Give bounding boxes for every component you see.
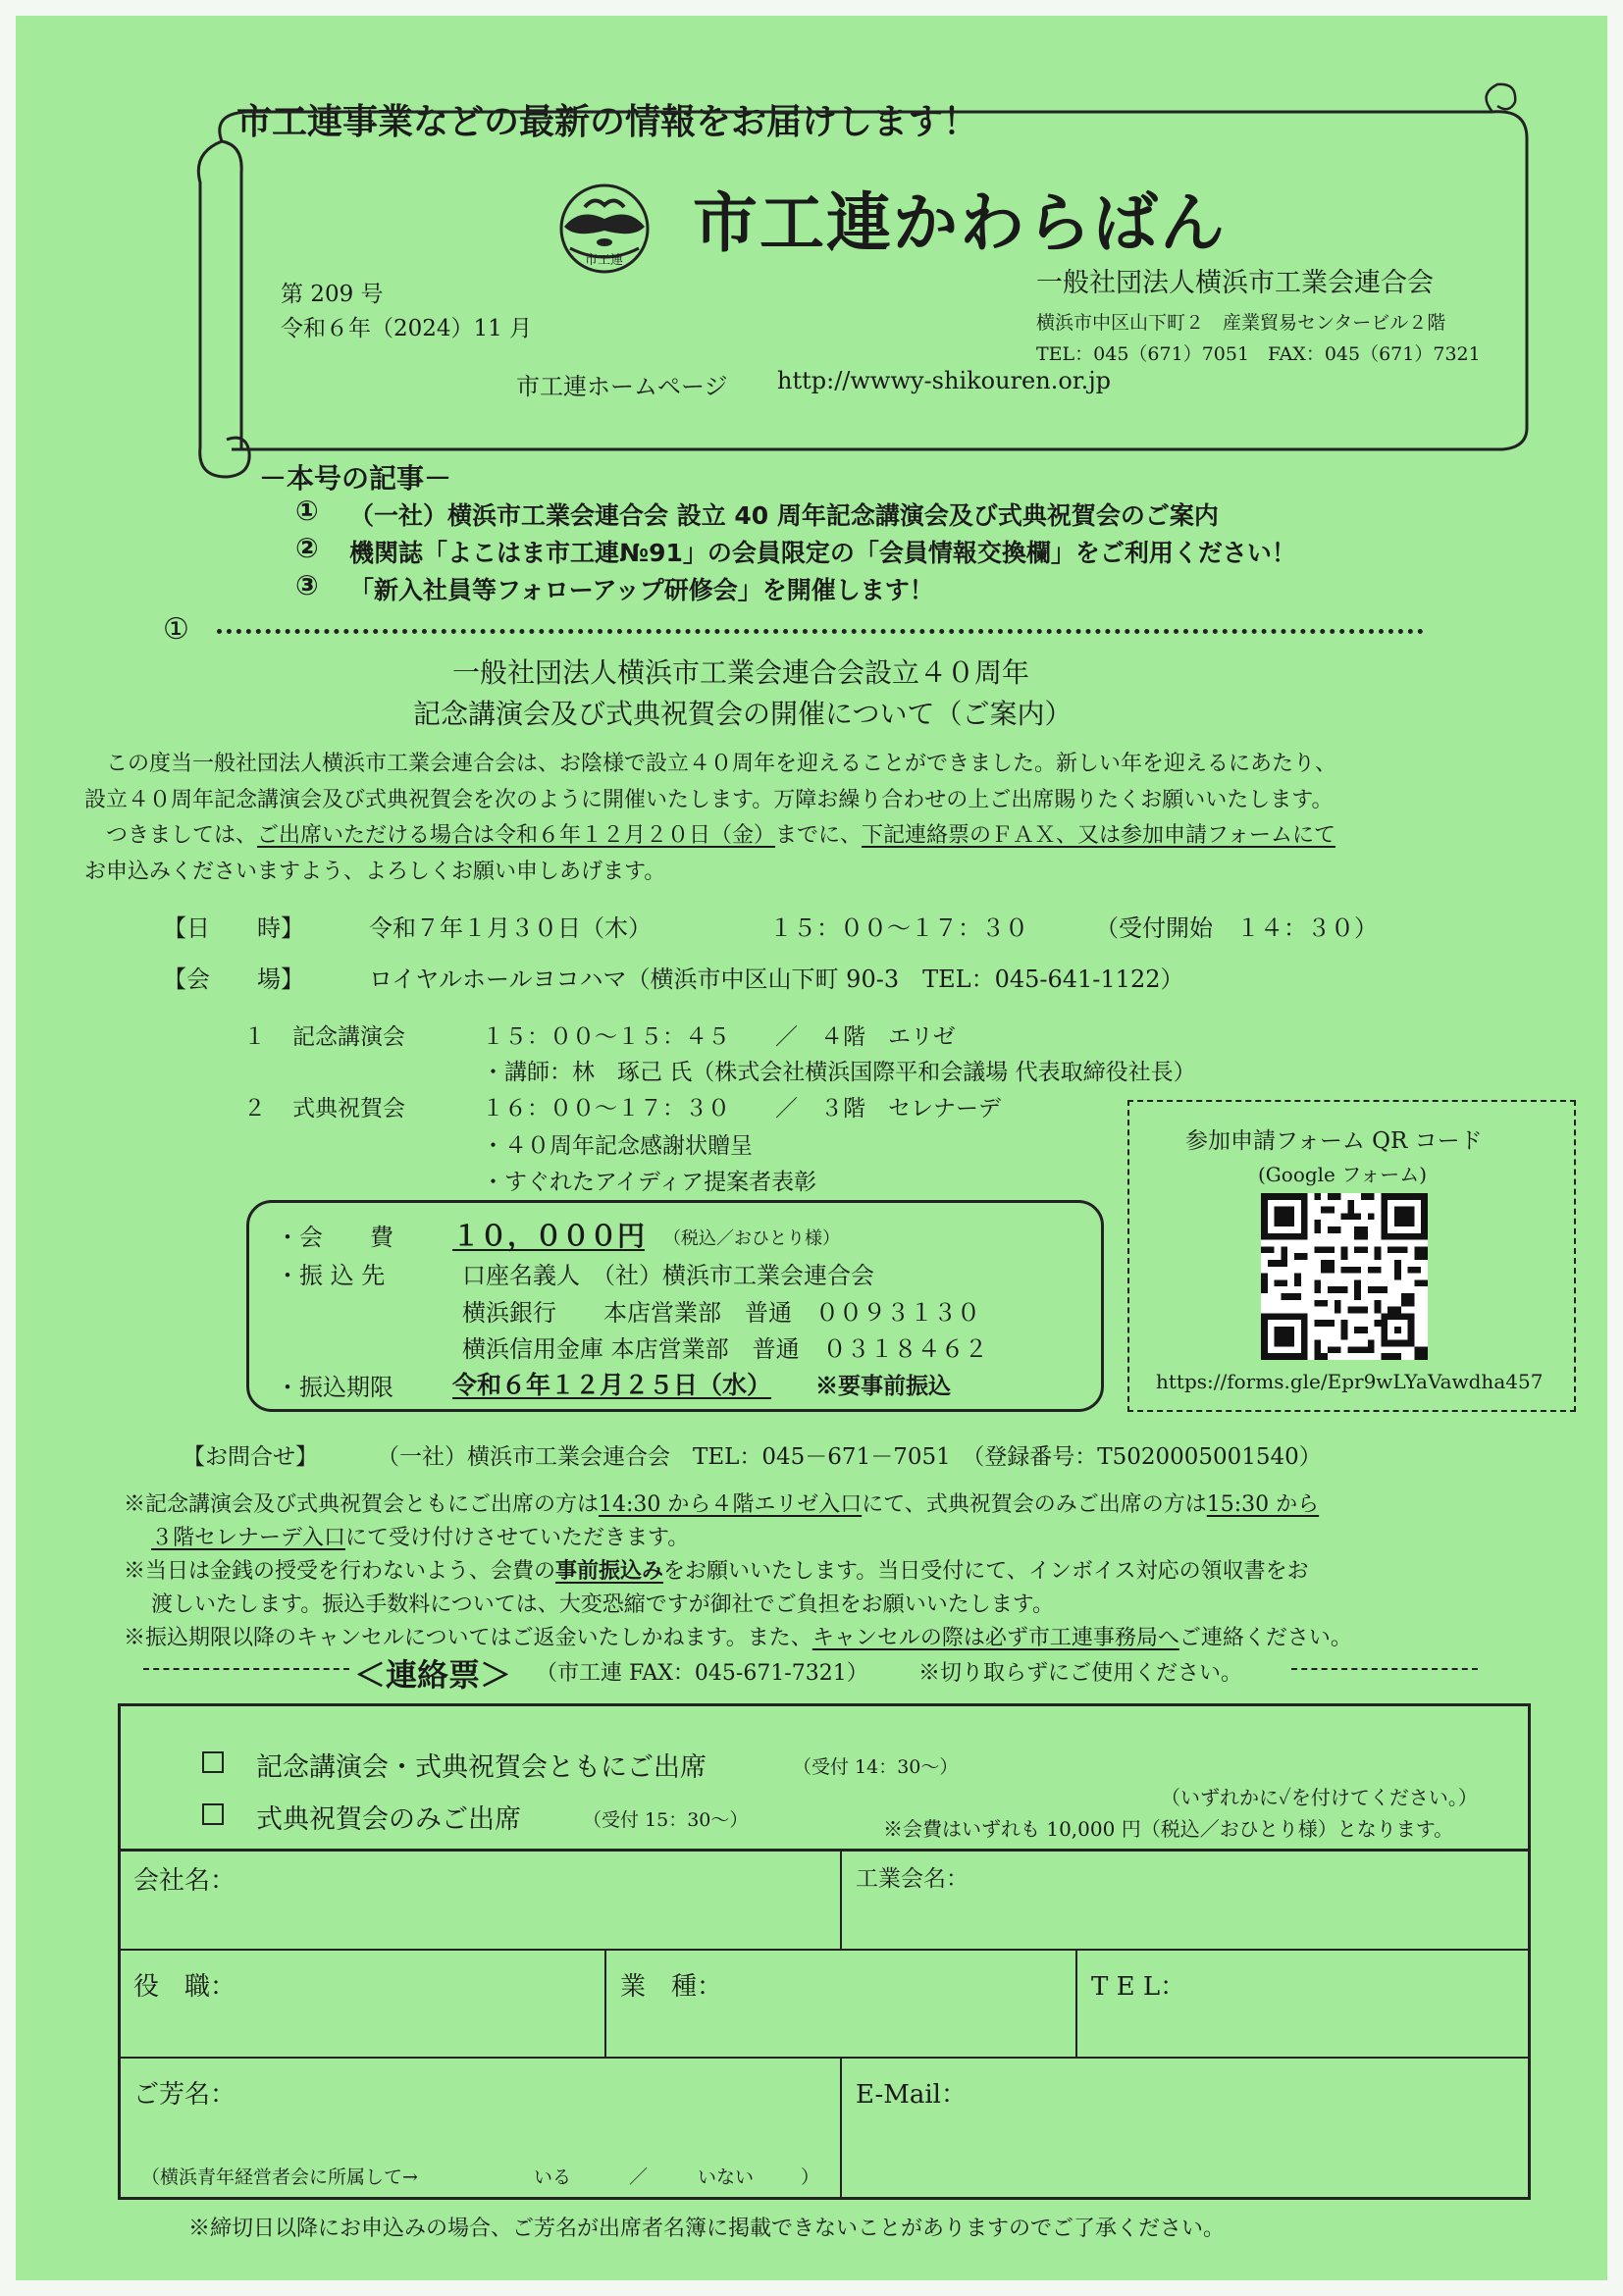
form-fee-note: ※会費はいずれも 10,000 円（税込／おひとり様）となります。 [883, 1817, 1454, 1841]
note-2-b: 事前振込み [555, 1558, 664, 1584]
venue-label: 【会 場】 [163, 965, 304, 993]
cut-line-right [1291, 1668, 1478, 1670]
note-2-c: をお願いいたします。当日受付にて、インボイス対応の領収書をお [663, 1559, 1309, 1584]
org-name: 一般社団法人横浜市工業会連合会 [1036, 268, 1434, 298]
youth-no-option[interactable]: いない [698, 2166, 755, 2188]
date-label: 【日 時】 [163, 914, 304, 942]
article-paragraph-3 [106, 818, 1335, 849]
note-1-a: ※記念講演会及び式典祝賀会ともにご出席の方は [124, 1492, 600, 1517]
rsvp-deadline: ご出席いただける場合は令和６年１２月２０日（金） [257, 823, 776, 848]
note-1-b: 14:30 から４階エリゼ入口 [599, 1492, 863, 1517]
article-paragraph-4: お申込みくださいますよう、よろしくお願い申しあげます。 [84, 860, 666, 884]
article-marker: ① [163, 612, 189, 647]
note-3-c: ご連絡ください。 [1178, 1626, 1352, 1650]
form-col-line-1 [840, 1849, 842, 1949]
option-both-note: （受付 14：30～） [793, 1756, 959, 1778]
note-3-a: ※振込期限以降のキャンセルについてはご返金いたしかねます。また、 [124, 1626, 812, 1650]
note-3-b: キャンセルの際は必ず市工連事務局へ [812, 1626, 1179, 1650]
check-instruction: （いずれかに✓を付けてください。） [1161, 1786, 1478, 1809]
industry-field[interactable]: 業 種： [620, 1972, 723, 2002]
program-1-speaker: ・講師：林 琢己 氏（株式会社横浜国際平和会議場 代表取締役社長） [482, 1060, 1196, 1085]
note-1-line-2 [151, 1521, 689, 1551]
logo-text: 市工連 [585, 253, 624, 268]
issue-date: 令和６年（2024）11 月 [281, 316, 533, 341]
email-field[interactable]: E-Mail： [856, 2080, 968, 2110]
homepage-link[interactable]: http://wwwy-shikouren.or.jp [777, 367, 1112, 394]
tagline: 市工連事業などの最新の情報をお届けします！ [236, 102, 979, 142]
toc-item-3[interactable]: 「新入社員等フォローアップ研修会」を開催します！ [349, 576, 934, 604]
note-1-e: ３階セレナーデ入口 [151, 1526, 346, 1550]
contact-value: （一社）横浜市工業会連合会 TEL：045－671－7051 （登録番号：T5020005001540） [377, 1444, 1322, 1470]
program-1-name: 記念講演会 [292, 1024, 405, 1050]
venue-value: ロイヤルホールヨコハマ（横浜市中区山下町 90-3 TEL：045-641-1122） [369, 965, 1184, 993]
fee-label: ・会 費 [276, 1224, 393, 1251]
toc-item-2[interactable]: 機関誌「よこはま市工連№91」の会員限定の「会員情報交換欄」をご利用ください！ [349, 539, 1296, 567]
youth-close: ） [801, 2166, 820, 2188]
program-1-num: １ [243, 1024, 266, 1050]
contact-label: 【お問合せ】 [183, 1444, 318, 1470]
note-2-line-2: 渡しいたします。振込手数料については、大変恐縮ですが御社でご負担をお願いいたします。 [151, 1592, 1055, 1617]
program-2-time: １６：００～１７：３０ ／ ３階 セレナーデ [482, 1096, 1001, 1122]
program-2-award-2: ・すぐれたアイディア提案者表彰 [482, 1170, 817, 1195]
note-1-f: にて受け付けさせていただきます。 [345, 1526, 690, 1550]
date-value: 令和７年１月３０日（木） [369, 914, 652, 942]
program-2-name: 式典祝賀会 [292, 1096, 405, 1122]
form-row-line-1 [118, 1949, 1531, 1951]
note-1-c: にて、式典祝賀会のみご出席の方は [862, 1492, 1207, 1517]
option-gala-note: （受付 15：30～） [583, 1809, 749, 1831]
form-row-line-2 [118, 2057, 1531, 2059]
form-divider-top [118, 1849, 1531, 1852]
article-title-line1: 一般社団法人横浜市工業会連合会設立４０周年 [452, 656, 1030, 689]
time-value: １５：００～１７：３０ [769, 914, 1028, 942]
program-2-num: ２ [243, 1096, 266, 1122]
deadline-note: ※要事前振込 [815, 1373, 951, 1399]
toc-item-2-num: ② [295, 532, 319, 564]
newsletter-page [16, 16, 1607, 2280]
program-2-award-1: ・４０周年記念感謝状贈呈 [482, 1133, 753, 1159]
form-col-line-4 [840, 2057, 842, 2200]
article-title-line2: 記念講演会及び式典祝賀会の開催について（ご案内） [413, 698, 1073, 730]
program-1-time: １５：００～１５：４５ ／ ４階 エリゼ [482, 1024, 956, 1050]
article-divider [217, 629, 1424, 634]
qr-subtitle: (Google フォーム) [1258, 1163, 1428, 1186]
qr-title: 参加申請フォーム QR コード [1185, 1128, 1483, 1154]
fee-value: １０，０００円 [452, 1220, 646, 1252]
toc-item-1[interactable]: （一社）横浜市工業会連合会 設立 40 周年記念講演会及び式典祝賀会のご案内 [349, 501, 1219, 530]
option-gala-label: 式典祝賀会のみご出席 [256, 1804, 521, 1835]
qr-code-icon[interactable] [1261, 1193, 1428, 1360]
para3-c: までに、 [775, 823, 863, 848]
note-2-a: ※当日は金銭の授受を行わないよう、会費の [124, 1559, 556, 1584]
para3-a: つきましては、 [106, 823, 258, 848]
account-name: 口座名義人 （社）横浜市工業会連合会 [462, 1262, 874, 1289]
note-1-line-1 [124, 1487, 1319, 1518]
youth-separator: ／ [629, 2166, 649, 2188]
bank-account-2: 横浜信用金庫 本店営業部 普通 ０３１８４６２ [462, 1335, 988, 1363]
qr-url[interactable]: https://forms.gle/Epr9wLYaVawdha457 [1156, 1370, 1544, 1393]
youth-yes-option[interactable]: いる [534, 2166, 572, 2188]
checkbox-both[interactable] [202, 1751, 224, 1773]
article-paragraph-1: この度当一般社団法人横浜市工業会連合会は、お陰様で設立４０周年を迎えることができました。新しい年を迎えるにあたり、 [106, 752, 1337, 776]
org-tel-fax: TEL：045（671）7051 FAX：045（671）7321 [1036, 343, 1481, 365]
cut-line-left [143, 1668, 349, 1670]
issue-number: 第 209 号 [281, 282, 384, 307]
rsvp-method: 下記連絡票のＦＡＸ、又は参加申請フォームにて [862, 823, 1335, 848]
association-field[interactable]: 工業会名： [856, 1866, 969, 1892]
reception-time: （受付開始 １４：３０） [1095, 914, 1378, 942]
form-col-line-2 [604, 1949, 606, 2057]
newsletter-title: 市工連かわらばん [693, 185, 1227, 261]
note-1-d: 15:30 から [1206, 1492, 1320, 1517]
bank-account-1: 横浜銀行 本店営業部 普通 ００９３１３０ [462, 1299, 980, 1327]
deadline-label: ・振込期限 [276, 1374, 393, 1401]
note-2-line-1 [124, 1554, 1309, 1585]
note-3 [124, 1621, 1352, 1651]
option-both-label: 記念講演会・式典祝賀会ともにご出席 [256, 1752, 707, 1783]
article-paragraph-2: 設立４０周年記念講演会及び式典祝賀会を次のように開催いたします。万障お繰り合わせの上ご出席賜りたくお願いいたします。 [84, 788, 1334, 812]
toc-heading: －本号の記事－ [259, 462, 452, 495]
tel-field[interactable]: T E L： [1091, 1972, 1186, 2002]
deadline-value: 令和６年１２月２５日（水） [452, 1371, 772, 1399]
name-field[interactable]: ご芳名： [133, 2080, 236, 2110]
company-field[interactable]: 会社名： [133, 1866, 236, 1896]
transfer-label: ・振 込 先 [276, 1262, 386, 1289]
toc-item-3-num: ③ [295, 569, 319, 601]
form-heading: ＜連絡票＞ [354, 1656, 512, 1694]
position-field[interactable]: 役 職： [133, 1972, 236, 2002]
homepage-label: 市工連ホームページ [516, 373, 728, 400]
youth-association-label: （横浜青年経営者会に所属して→ [141, 2166, 418, 2188]
fee-note: （税込／おひとり様） [663, 1228, 840, 1249]
checkbox-gala-only[interactable] [202, 1803, 224, 1825]
form-footer-note: ※締切日以降にお申込みの場合、ご芳名が出席者名簿に掲載できないことがありますのでご了承ください。 [188, 2217, 1226, 2241]
form-fax: （市工連 FAX：045-671-7321） [536, 1661, 868, 1686]
form-col-line-3 [1075, 1949, 1077, 2057]
org-address: 横浜市中区山下町２ 産業貿易センタービル２階 [1036, 312, 1446, 334]
form-cut-note: ※切り取らずにご使用ください。 [918, 1661, 1243, 1686]
toc-item-1-num: ① [295, 495, 319, 527]
